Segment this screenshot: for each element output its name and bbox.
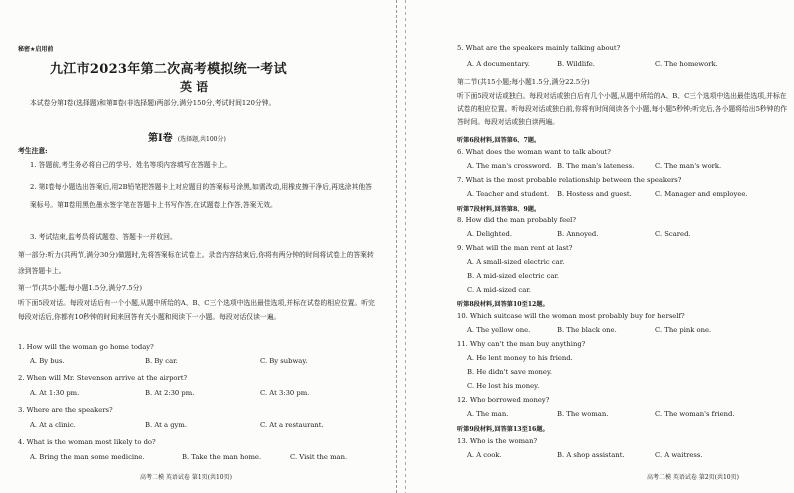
fold-line bbox=[405, 0, 406, 493]
question-8-option-a: A. Delighted. bbox=[467, 230, 513, 238]
note-3: 3. 考试结束,监考员将试题卷、答题卡一并收回。 bbox=[30, 233, 177, 241]
question-3-option-c: C. At a restaurant. bbox=[260, 421, 324, 429]
question-11-option-a: A. He lent money to his friend. bbox=[467, 354, 573, 362]
question-1: 1. How will the woman go home today? bbox=[18, 343, 154, 351]
note-2: 2. 第Ⅰ卷每小题选出答案后,用2B铅笔把答题卡上对应题目的答案标号涂黑,如需改动,用橡皮擦干净后,再选涂其他答案标号。第Ⅱ卷用黑色墨水签字笔在答题卡上书写作答,在试题卷上作答,答案无效。 bbox=[30, 183, 372, 209]
question-2-option-a: A. At 1:30 pm. bbox=[30, 389, 80, 397]
question-9-option-a: A. A small-sized electric car. bbox=[467, 258, 565, 266]
question-4: 4. What is the woman most likely to do? bbox=[18, 438, 156, 446]
question-1-option-c: C. By subway. bbox=[260, 357, 308, 365]
question-6-option-b: B. The man's lateness. bbox=[557, 162, 635, 170]
question-4-option-c: C. Visit the man. bbox=[290, 453, 348, 461]
question-8-option-c: C. Scared. bbox=[655, 230, 691, 238]
secret-tag: 秘密★启用前 bbox=[18, 46, 54, 53]
question-12-option-c: C. The woman's friend. bbox=[655, 410, 735, 418]
question-13-option-b: B. A shop assistant. bbox=[557, 451, 625, 459]
question-13: 13. Who is the woman? bbox=[457, 437, 538, 445]
question-7-option-b: B. Hostess and guest. bbox=[557, 190, 632, 198]
question-10-option-a: A. The yellow one. bbox=[467, 326, 531, 334]
question-8-option-b: B. Annoyed. bbox=[557, 230, 599, 238]
question-5-option-b: B. Wildlife. bbox=[557, 60, 595, 68]
question-12: 12. Who borrowed money? bbox=[457, 396, 550, 404]
section2-instructions: 听下面5段对话或独白。每段对话或独白后有几个小题,从题中所给的A、B、C三个选项中选出最佳选项,并标在试卷的相应位置。听每段对话或独白前,你将有时间阅读各个小题,每小题5秒钟;听完后,各小题将给出5秒钟的作答时间。每段对话或独白读两遍。 bbox=[457, 92, 788, 126]
question-11: 11. Why can't the man buy anything? bbox=[457, 340, 586, 348]
question-4-option-a: A. Bring the man some medicine. bbox=[30, 453, 145, 461]
question-2: 2. When will Mr. Stevenson arrive at the airport? bbox=[18, 374, 188, 382]
question-4-option-b: B. Take the man home. bbox=[182, 453, 262, 461]
question-3: 3. Where are the speakers? bbox=[18, 406, 113, 414]
exam-intro: 本试卷分第Ⅰ卷(选择题)和第Ⅱ卷(非选择题)两部分,满分150分,考试时间120分钟。 bbox=[30, 99, 276, 107]
question-5-option-a: A. A documentary. bbox=[467, 60, 530, 68]
notes-heading: 考生注意: bbox=[18, 147, 48, 155]
material-6-heading: 听第6段材料,回答第6、7题。 bbox=[457, 137, 541, 144]
question-11-option-c: C. He lost his money. bbox=[467, 382, 540, 390]
question-1-option-b: B. By car. bbox=[145, 357, 178, 365]
question-7: 7. What is the most probable relationship between the speakers? bbox=[457, 176, 682, 184]
volume-heading bbox=[148, 126, 226, 145]
question-13-option-a: A. A cook. bbox=[467, 451, 502, 459]
question-6: 6. What does the woman want to talk about? bbox=[457, 148, 611, 156]
volume-title: 第Ⅰ卷 bbox=[148, 133, 173, 144]
question-5: 5. What are the speakers mainly talking about? bbox=[457, 44, 621, 52]
material-8-heading: 听第8段材料,回答第10至12题。 bbox=[457, 301, 549, 308]
question-2-option-c: C. At 3:30 pm. bbox=[260, 389, 310, 397]
question-8: 8. How did the man probably feel? bbox=[457, 216, 577, 224]
question-6-option-c: C. The man's work. bbox=[655, 162, 722, 170]
question-10-option-c: C. The pink one. bbox=[655, 326, 712, 334]
question-3-option-b: B. At a gym. bbox=[145, 421, 188, 429]
question-12-option-a: A. The man. bbox=[467, 410, 509, 418]
question-5-option-c: C. The homework. bbox=[655, 60, 718, 68]
material-7-heading: 听第7段材料,回答第8、9题。 bbox=[457, 206, 541, 213]
section1-heading: 第一节(共5小题;每小题1.5分,满分7.5分) bbox=[18, 284, 143, 292]
question-1-option-a: A. By bus. bbox=[30, 357, 65, 365]
volume-note: (选择题,共100分) bbox=[177, 136, 226, 143]
material-9-heading: 听第9段材料,回答第13至16题。 bbox=[457, 426, 549, 433]
question-6-option-a: A. The man's crossword. bbox=[467, 162, 552, 170]
question-9: 9. What will the man rent at last? bbox=[457, 244, 573, 252]
left-footer: 高考二模 英语试卷 第1页(共10页) bbox=[140, 474, 232, 481]
question-7-option-c: C. Manager and employee. bbox=[655, 190, 748, 198]
question-9-option-c: C. A mid-sized car. bbox=[467, 286, 531, 294]
question-13-option-c: C. A waitress. bbox=[655, 451, 703, 459]
question-3-option-a: A. At a clinic. bbox=[30, 421, 76, 429]
question-2-option-b: B. At 2:30 pm. bbox=[145, 389, 195, 397]
right-footer: 高考二模 英语试卷 第2页(共10页) bbox=[647, 474, 739, 481]
question-11-option-b: B. He didn't save money. bbox=[467, 368, 553, 376]
right-page bbox=[397, 0, 794, 493]
note-1: 1. 答题前,考生务必将自己的学号、姓名等项内容填写在答题卡上。 bbox=[30, 161, 232, 169]
question-7-option-a: A. Teacher and student. bbox=[467, 190, 550, 198]
question-12-option-b: B. The woman. bbox=[557, 410, 609, 418]
subject-title: 英 语 bbox=[180, 80, 209, 94]
question-10-option-b: B. The black one. bbox=[557, 326, 617, 334]
question-9-option-b: B. A mid-sized electric car. bbox=[467, 272, 560, 280]
exam-title: 九江市2023年第二次高考模拟统一考试 bbox=[50, 62, 287, 77]
part1-heading: 第一部分:听力(共两节,满分30分)做题时,先将答案标在试卷上。录音内容结束后,你将有两分钟的时间将试卷上的答案转涂到答题卡上。 bbox=[18, 251, 374, 275]
section2-heading: 第二节(共15小题;每小题1.5分,满分22.5分) bbox=[457, 78, 590, 86]
section1-instructions: 听下面5段对话。每段对话后有一个小题,从题中所给的A、B、C三个选项中选出最佳选项,并标在试卷的相应位置。听完每段对话后,你都有10秒钟的时间来回答有关小题和阅读下一小题。每段对话仅读一遍。 bbox=[18, 299, 375, 321]
question-10: 10. Which suitcase will the woman most probably buy for herself? bbox=[457, 312, 685, 320]
